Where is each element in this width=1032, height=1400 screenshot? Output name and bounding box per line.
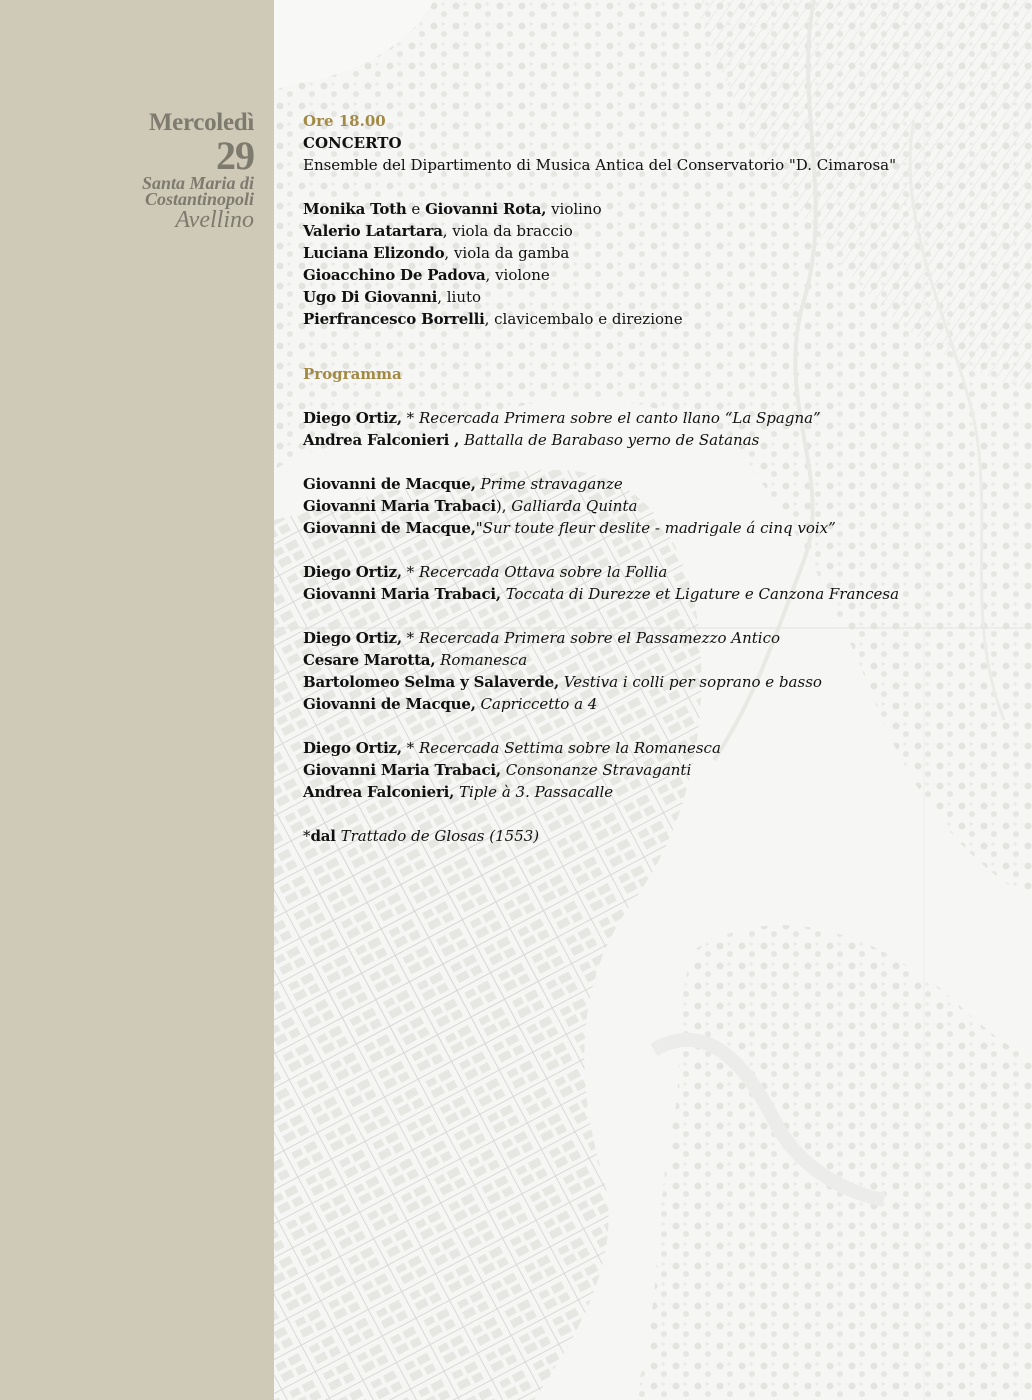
performer-name: Luciana Elizondo xyxy=(303,244,445,262)
composer-name: Cesare Marotta, xyxy=(303,651,436,669)
programme-item xyxy=(303,627,1003,649)
programme-title: Programma xyxy=(303,365,402,383)
work-title: Tiple à 3. Passacalle xyxy=(458,783,614,801)
performer-line xyxy=(303,198,1003,220)
ensemble-name: Ensemble del Dipartimento di Musica Antica del Conservatorio "D. Cimarosa" xyxy=(303,156,896,174)
programme-item xyxy=(303,473,1003,495)
day-number: 29 xyxy=(216,133,254,178)
programme-item xyxy=(303,407,1003,429)
footnote-source: Trattado de Glosas (1553) xyxy=(335,827,540,845)
performer-name: Ugo Di Giovanni xyxy=(303,288,438,306)
separator: ), xyxy=(495,497,512,515)
venue-line-2: Costantinopoli xyxy=(144,189,254,209)
composer-name: Giovanni de Macque, xyxy=(303,475,476,493)
spacer xyxy=(303,605,1003,627)
programme-item xyxy=(303,583,1003,605)
composer-name: Andrea Falconieri, xyxy=(303,783,455,801)
programme-item xyxy=(303,693,1003,715)
event-type: CONCERTO xyxy=(303,134,402,152)
spacer xyxy=(303,539,1003,561)
composer-name: Giovanni de Macque, xyxy=(303,695,476,713)
spacer xyxy=(303,385,1003,407)
performer-line xyxy=(303,308,1003,330)
spacer xyxy=(303,451,1003,473)
weekday: Mercoledì xyxy=(148,109,254,136)
spacer xyxy=(303,715,1003,737)
performer-role: , viola da gamba xyxy=(444,244,570,262)
venue-line-1: Santa Maria di xyxy=(141,173,254,193)
performer-name: Valerio Latartara xyxy=(303,222,443,240)
work-title: Romanesca xyxy=(440,651,528,669)
programme-item xyxy=(303,781,1003,803)
work-title: Recercada Ottava sobre la Follia xyxy=(418,563,668,581)
performer-role: violino xyxy=(546,200,602,218)
performer-name: Giovanni Rota, xyxy=(425,200,547,218)
work-title: Vestiva i colli per soprano e basso xyxy=(563,673,822,691)
performers-list xyxy=(303,198,1003,330)
programme-item xyxy=(303,495,1003,517)
composer-name: Diego Ortiz, xyxy=(303,409,402,427)
performer-role: , violone xyxy=(485,266,550,284)
programme-item xyxy=(303,517,1003,539)
sidebar-panel xyxy=(0,0,274,1400)
performer-name: Gioacchino De Padova xyxy=(303,266,486,284)
programme-list xyxy=(303,407,1003,825)
programme-item xyxy=(303,429,1003,451)
composer-name: Giovanni Maria Trabaci xyxy=(303,497,496,515)
programme-item xyxy=(303,671,1003,693)
performer-role: , viola da braccio xyxy=(442,222,573,240)
date-block xyxy=(142,110,254,232)
footnote xyxy=(303,825,1003,847)
composer-name: Giovanni de Macque, xyxy=(303,519,476,537)
separator: * xyxy=(401,563,419,581)
work-title: Recercada Settima sobre la Romanesca xyxy=(418,739,721,757)
work-title: Recercada Primera sobre el Passamezzo Antico xyxy=(418,629,781,647)
programme-item xyxy=(303,561,1003,583)
programme-content xyxy=(303,110,1003,847)
programme-item xyxy=(303,737,1003,759)
performer-role: , clavicembalo e direzione xyxy=(484,310,683,328)
work-title: Toccata di Durezze et Ligature e Canzona Francesa xyxy=(505,585,900,603)
composer-name: Diego Ortiz, xyxy=(303,563,402,581)
footnote-mark: * xyxy=(303,827,311,845)
work-title: "Sur toute fleur deslite - madrigale á cinq voix” xyxy=(475,519,836,537)
performer-line xyxy=(303,264,1003,286)
work-title: Recercada Primera sobre el canto llano “La Spagna” xyxy=(418,409,821,427)
spacer xyxy=(303,330,1003,363)
composer-name: Diego Ortiz, xyxy=(303,629,402,647)
work-title: Battalla de Barabaso yerno de Satanas xyxy=(463,431,760,449)
performer-line xyxy=(303,286,1003,308)
performer-line xyxy=(303,220,1003,242)
performer-name: Pierfrancesco Borrelli xyxy=(303,310,485,328)
programme-item xyxy=(303,759,1003,781)
performer-role: , liuto xyxy=(437,288,482,306)
city: Avellino xyxy=(175,207,254,233)
work-title: Prime stravaganze xyxy=(480,475,623,493)
programme-item xyxy=(303,649,1003,671)
footnote-bold: dal xyxy=(310,827,336,845)
composer-name: Bartolomeo Selma y Salaverde, xyxy=(303,673,559,691)
composer-name: Andrea Falconieri , xyxy=(303,431,460,449)
separator: * xyxy=(401,629,419,647)
separator: * xyxy=(401,409,419,427)
spacer xyxy=(303,176,1003,198)
spacer xyxy=(303,803,1003,825)
performer-line xyxy=(303,242,1003,264)
composer-name: Giovanni Maria Trabaci, xyxy=(303,585,501,603)
work-title: Consonanze Stravaganti xyxy=(505,761,692,779)
work-title: Galliarda Quinta xyxy=(511,497,638,515)
work-title: Capriccetto a 4 xyxy=(480,695,598,713)
performer-joiner: e xyxy=(406,200,426,218)
composer-name: Diego Ortiz, xyxy=(303,739,402,757)
separator: * xyxy=(401,739,419,757)
performer-name: Monika Toth xyxy=(303,200,407,218)
composer-name: Giovanni Maria Trabaci, xyxy=(303,761,501,779)
event-time: Ore 18.00 xyxy=(303,112,386,130)
